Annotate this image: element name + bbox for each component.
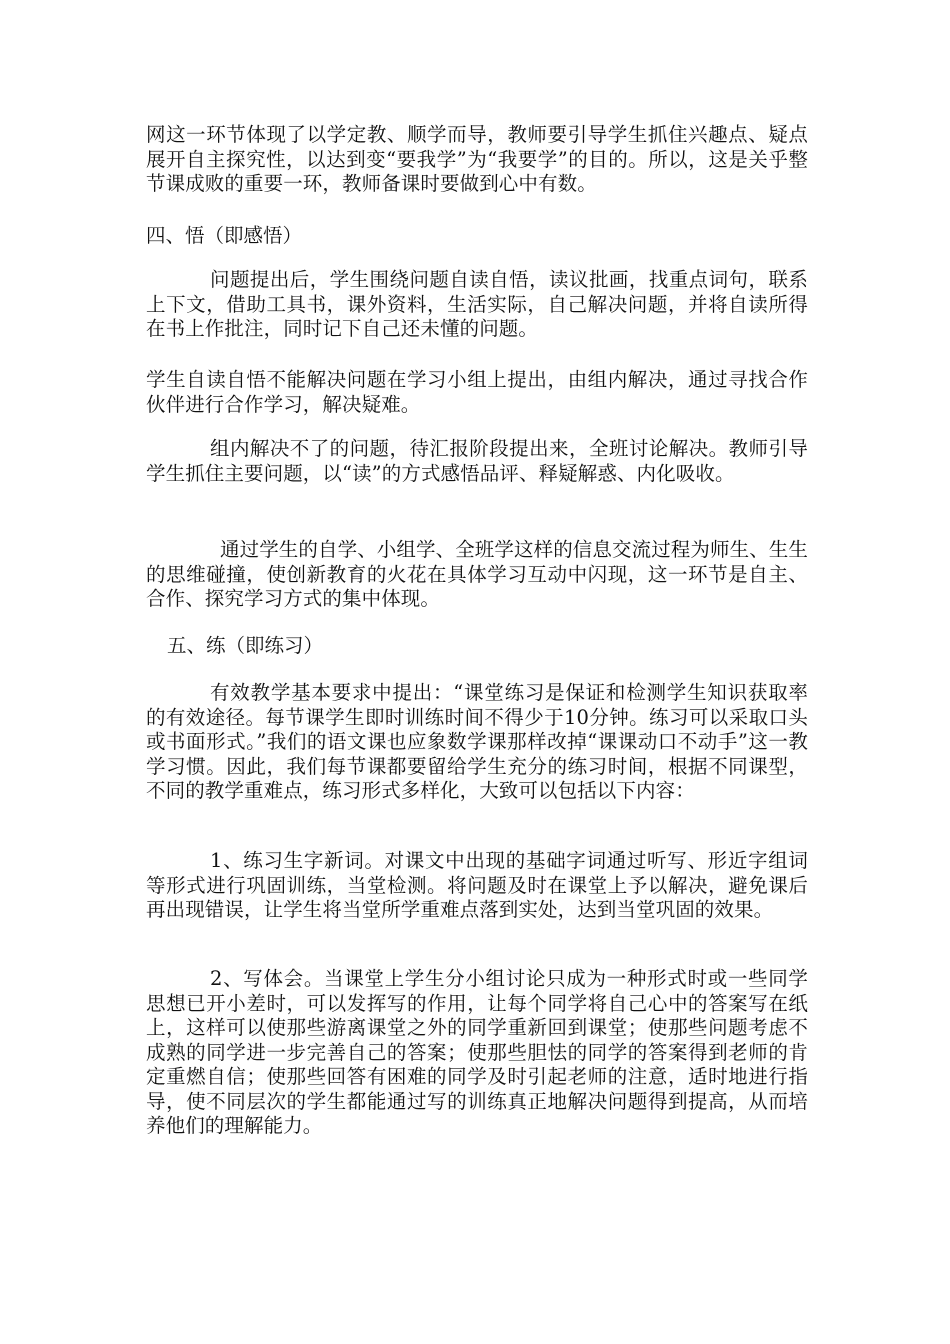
paragraph-wu-1: 问题提出后，学生围绕问题自读自悟，读议批画，找重点词句，联系上下文，借助工具书，课外资料，生活实际，自己解决问题，并将自读所得在书上作批注，同时记下自己还未懂的问题。 — [146, 268, 808, 340]
paragraph-lian-item-2: 2、写体会。当课堂上学生分小组讨论只成为一种形式时或一些同学思想已开小差时，可以发挥写的作用，让每个同学将自己心中的答案写在纸上，这样可以使那些游离课堂之外的同学重新回到课堂；使那些问题考虑不成熟的同学进一步完善自己的答案；使那些胆怯的同学的答案得到老师的肯定重燃自信；使那些回答有困难的同学及时引起老师的注意，适时地进行指导，使不同层次的学生都能通过写的训练真正地解决问题得到提高，从而培养他们的理解能力。 — [146, 967, 808, 1137]
paragraph-wu-3: 组内解决不了的问题，待汇报阶段提出来，全班讨论解决。教师引导学生抓住主要问题，以“读”的方式感悟品评、释疑解惑、内化吸收。 — [146, 437, 808, 485]
heading-lian: 五、练（即练习） — [167, 634, 324, 657]
paragraph-wu-2: 学生自读自悟不能解决问题在学习小组上提出，由组内解决，通过寻找合作伙伴进行合作学习，解决疑难。 — [146, 368, 808, 416]
paragraph-lian-1: 有效教学基本要求中提出：“课堂练习是保证和检测学生知识获取率的有效途径。每节课学生即时训练时间不得少于10分钟。练习可以采取口头或书面形式。”我们的语文课也应象数学课那样改掉“课课动口不动手”这一教学习惯。因此，我们每节课都要留给学生充分的练习时间，根据不同课型，不同的教学重难点，练习形式多样化，大致可以包括以下内容： — [146, 681, 808, 802]
heading-wu: 四、悟（即感悟） — [146, 224, 303, 247]
paragraph-lian-item-1: 1、练习生字新词。对课文中出现的基础字词通过听写、形近字组词等形式进行巩固训练，当堂检测。将问题及时在课堂上予以解决，避免课后再出现错误，让学生将当堂所学重难点落到实处，达到当堂巩固的效果。 — [146, 849, 808, 921]
paragraph-intro: 网这一环节体现了以学定教、顺学而导，教师要引导学生抓住兴趣点、疑点展开自主探究性，以达到变“要我学”为“我要学”的目的。所以，这是关乎整节课成败的重要一环，教师备课时要做到心中有数。 — [146, 123, 808, 195]
paragraph-wu-4: 通过学生的自学、小组学、全班学这样的信息交流过程为师生、生生的思维碰撞，使创新教育的火花在具体学习互动中闪现，这一环节是自主、合作、探究学习方式的集中体现。 — [146, 538, 809, 610]
